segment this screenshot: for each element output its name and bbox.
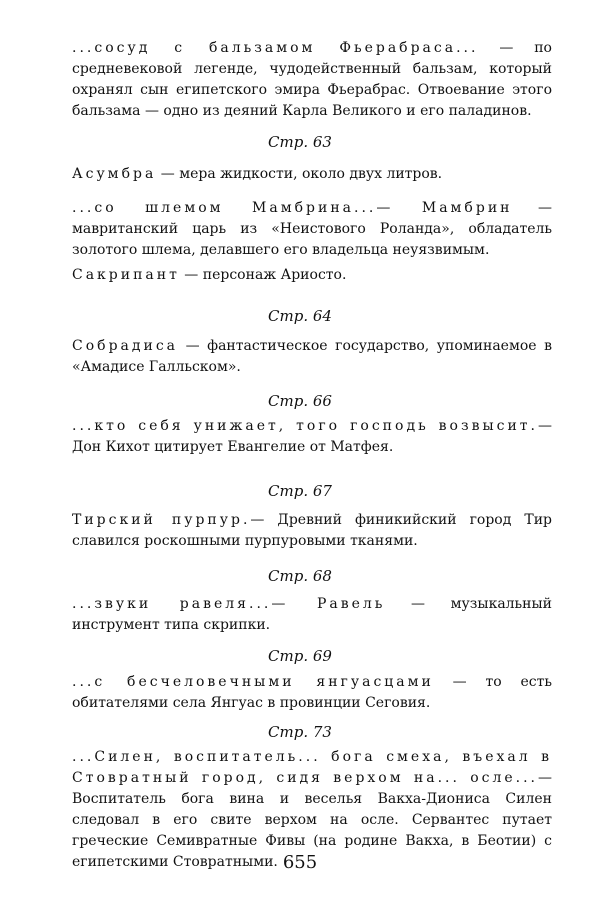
note-term: Тирский пурпур. bbox=[72, 512, 251, 528]
note-yanguas bbox=[72, 672, 552, 714]
note-subterm: — Равель bbox=[271, 596, 386, 612]
page-heading: Стр. 64 bbox=[268, 307, 332, 325]
page-number: 655 bbox=[282, 852, 318, 873]
page-heading: Стр. 63 bbox=[268, 133, 332, 151]
note-text: — то есть обитателями села Янгуас в провинции Сеговия. bbox=[72, 674, 552, 711]
note-sacripant bbox=[72, 265, 552, 286]
note-text: — мера жидкости, около двух литров. bbox=[156, 166, 443, 182]
note-text: — музыкальный инструмент типа скрипки. bbox=[72, 596, 552, 633]
note-term: Сакрипант bbox=[72, 267, 180, 283]
note-text: — Воспитатель бога вина и веселья Вакха-Диониса Силен следовал в его свите верхом на осле. Сервантес путает греческие Семивратные Фивы (на родине Вакха, в Беотии) с египетскими Стовратными. bbox=[72, 770, 552, 870]
note-term: ...звуки равеля... bbox=[72, 596, 272, 612]
page-heading: Стр. 67 bbox=[268, 482, 332, 500]
page-heading: Стр. 73 bbox=[268, 723, 332, 741]
page-heading: Стр. 68 bbox=[268, 567, 332, 585]
note-subterm: — Мамбрин bbox=[376, 200, 513, 216]
note-text: — по средневековой легенде, чудодейственный бальзам, который охранял сын египетского эмира Фьерабрас. Отвоевание этого бальзама — одно из деяний Карла Великого и его паладинов. bbox=[72, 40, 552, 119]
note-text: — фантастическое государство, упоминаемое в «Амадисе Галльском». bbox=[72, 338, 552, 375]
note-tyrian-purple bbox=[72, 510, 552, 552]
note-term: ...кто себя унижает, того господь возвысит. bbox=[72, 418, 538, 434]
note-text: — Древний финикийский город Тир славился роскошными пурпуровыми тканями. bbox=[72, 512, 552, 549]
note-text: — персонаж Ариосто. bbox=[179, 267, 347, 283]
note-term: ...со шлемом Мамбрина... bbox=[72, 200, 377, 216]
note-ravel bbox=[72, 594, 552, 636]
note-term: Собрадиса bbox=[72, 338, 179, 354]
note-sobradisa bbox=[72, 336, 552, 378]
note-term: ...Силен, воспитатель... бога смеха, въехал в Стовратный город, сидя верхом на... осле... bbox=[72, 749, 552, 786]
note-asumbra bbox=[72, 164, 552, 185]
page-heading: Стр. 66 bbox=[268, 392, 332, 410]
note-humble bbox=[72, 416, 552, 458]
note-term: ...сосуд с бальзамом Фьерабраса... bbox=[72, 40, 479, 56]
note-mambrin bbox=[72, 198, 552, 261]
note-term: ...с бесчеловечными янгуасцами bbox=[72, 674, 434, 690]
note-text: — мавританский царь из «Неистового Роланда», обладатель золотого шлема, делавшего его владельца неуязвимым. bbox=[72, 200, 553, 258]
note-term: Асумбра bbox=[72, 166, 157, 182]
page-heading: Стр. 69 bbox=[268, 647, 332, 665]
note-text: — Дон Кихот цитирует Евангелие от Матфея. bbox=[72, 418, 552, 455]
note-fierabras bbox=[72, 38, 552, 122]
